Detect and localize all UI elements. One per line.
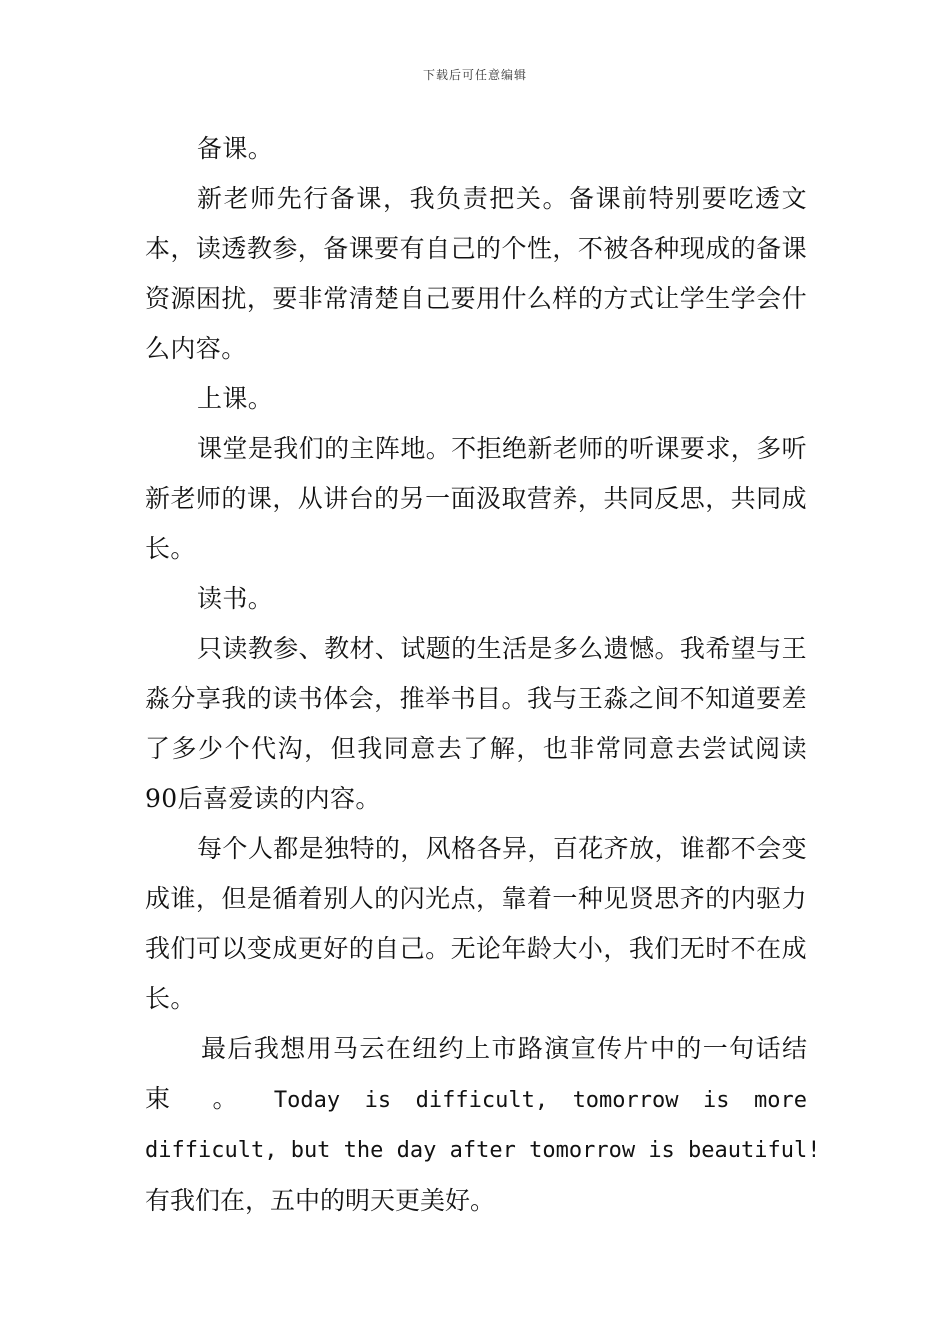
paragraph-reading: 只读教参、教材、试题的生活是多么遗憾。我希望与王淼分享我的读书体会，推举书目。我与王淼之间不知道要差了多少个代沟，但我同意去了解，也非常同意去尝试阅读90后喜爱读的内容。 <box>145 634 807 813</box>
closing-line-1: 最后我想用马云在纽约上市路演宣传片中的一句话结 <box>201 1034 807 1063</box>
closing-line-2-english: Today is difficult, tomorrow is more <box>273 1088 807 1113</box>
paragraph-prepare: 新老师先行备课，我负责把关。备课前特别要吃透文本，读透教参，备课要有自己的个性，不被各种现成的备课资源困扰，要非常清楚自己要用什么样的方式让学生学会什么内容。 <box>145 184 807 363</box>
page-header-note: 下载后可任意编辑 <box>422 68 527 82</box>
section-heading-reading: 读书。 <box>197 584 274 613</box>
paragraph-growth: 每个人都是独特的，风格各异，百花齐放，谁都不会变成谁，但是循着别人的闪光点，靠着一种见贤思齐的内驱力我们可以变成更好的自己。无论年龄大小，我们无时不在成长。 <box>145 834 807 1013</box>
closing-line-2 <box>145 1074 807 1126</box>
section-heading-class: 上课。 <box>197 384 274 413</box>
closing-paragraph <box>145 1024 821 1226</box>
closing-line-4: 有我们在，五中的明天更美好。 <box>145 1186 496 1215</box>
closing-line-2-cjk: 束 。 <box>145 1084 255 1113</box>
closing-line-3-english: difficult, but the day after tomorrow is beautiful! <box>145 1138 821 1163</box>
document-body <box>145 124 821 1226</box>
section-heading-prepare: 备课。 <box>197 134 274 163</box>
paragraph-class: 课堂是我们的主阵地。不拒绝新老师的听课要求，多听新老师的课，从讲台的另一面汲取营养，共同反思，共同成长。 <box>145 434 807 563</box>
